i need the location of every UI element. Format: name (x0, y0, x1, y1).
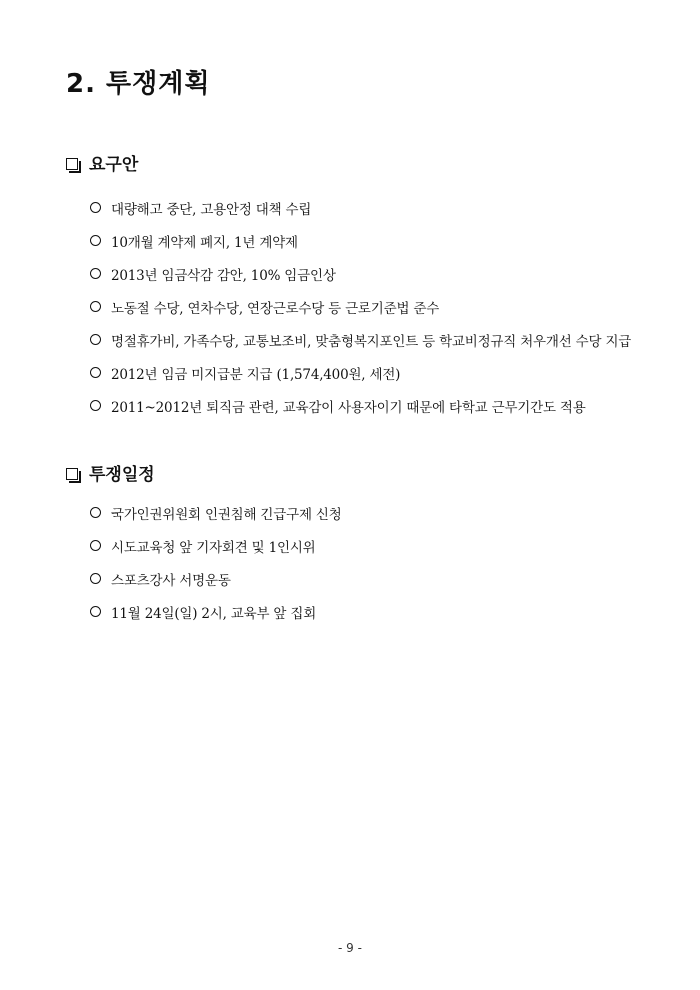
section-label: 투쟁일정 (89, 465, 155, 485)
list-item (90, 224, 631, 257)
section-heading (66, 151, 138, 179)
list-item (90, 323, 631, 356)
circle-bullet-icon (90, 400, 101, 411)
list-item (90, 356, 631, 389)
list-item (90, 257, 631, 290)
circle-bullet-icon (90, 202, 101, 213)
circle-bullet-icon (90, 540, 101, 551)
list-item-text: 노동절 수당, 연차수당, 연장근로수당 등 근로기준법 준수 (111, 300, 440, 317)
list-item-text: 11월 24일(일) 2시, 교육부 앞 집회 (111, 605, 317, 622)
list-item (90, 389, 631, 422)
list-item-text: 대량해고 중단, 고용안정 대책 수립 (111, 201, 312, 218)
circle-bullet-icon (90, 334, 101, 345)
list-item-text: 10개월 계약제 폐지, 1년 계약제 (111, 234, 298, 251)
list-item (90, 562, 342, 595)
section-label: 요구안 (89, 155, 139, 175)
square-bullet-icon (66, 158, 81, 173)
section-heading (66, 461, 155, 489)
schedule-list (90, 496, 342, 628)
circle-bullet-icon (90, 235, 101, 246)
list-item (90, 191, 631, 224)
circle-bullet-icon (90, 606, 101, 617)
circle-bullet-icon (90, 367, 101, 378)
circle-bullet-icon (90, 301, 101, 312)
circle-bullet-icon (90, 268, 101, 279)
section-demands (66, 151, 632, 416)
list-item-text: 2011~2012년 퇴직금 관련, 교육감이 사용자이기 때문에 타학교 근무기간도 적용 (111, 399, 586, 416)
list-item-text: 국가인권위원회 인권침해 긴급구제 신청 (111, 506, 342, 523)
list-item-text: 스포츠강사 서명운동 (111, 572, 231, 589)
section-schedule (66, 461, 342, 622)
list-item (90, 529, 342, 562)
page-title: 2. 투쟁계획 (66, 69, 211, 99)
list-item (90, 290, 631, 323)
square-bullet-icon (66, 468, 81, 483)
circle-bullet-icon (90, 507, 101, 518)
list-item (90, 496, 342, 529)
list-item-text: 시도교육청 앞 기자회견 및 1인시위 (111, 539, 316, 556)
list-item (90, 595, 342, 628)
list-item-text: 2012년 임금 미지급분 지급 (1,574,400원, 세전) (111, 366, 401, 383)
page-number: - 9 - (338, 941, 362, 955)
circle-bullet-icon (90, 573, 101, 584)
demands-list (90, 191, 631, 422)
list-item-text: 2013년 임금삭감 감안, 10% 임금인상 (111, 267, 336, 284)
list-item-text: 명절휴가비, 가족수당, 교통보조비, 맞춤형복지포인트 등 학교비정규직 처우개선 수당 지급 (111, 333, 632, 350)
